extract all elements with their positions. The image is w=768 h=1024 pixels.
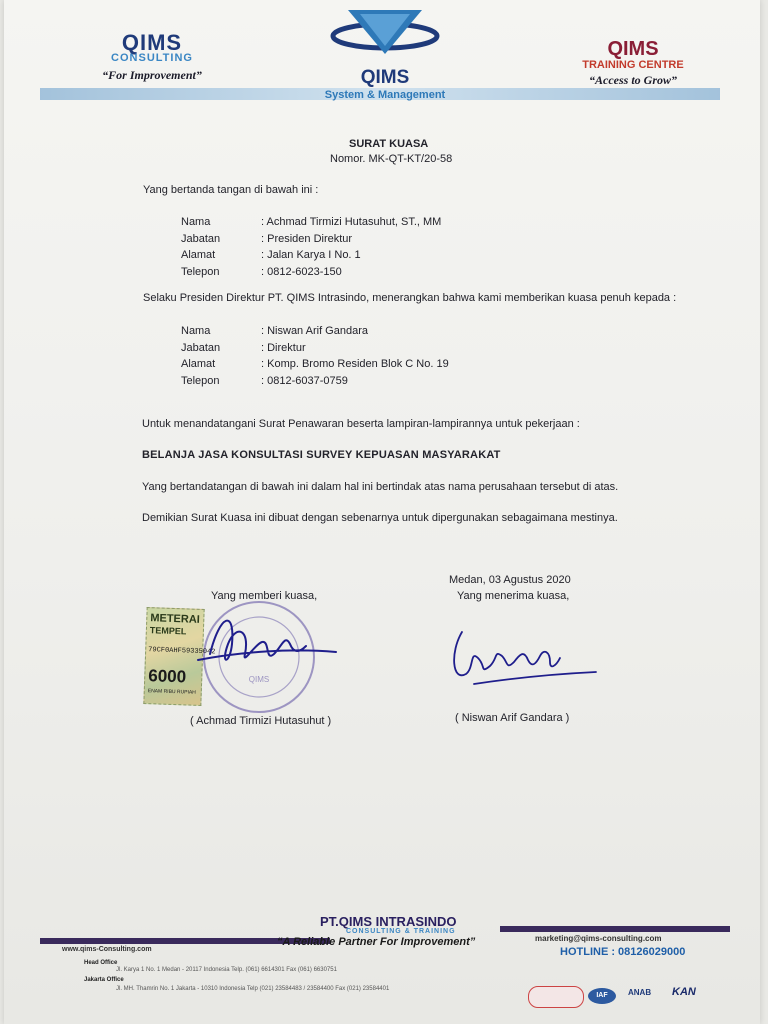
- stamp-line2: TEMPEL: [149, 625, 187, 637]
- letter-number: Nomor. MK-QT-KT/20-58: [330, 153, 453, 165]
- seal-text: QIMS: [248, 675, 270, 684]
- left-logo-tagline: “For Improvement”: [102, 68, 202, 82]
- grantee-name-value: : Niswan Arif Gandara: [261, 325, 368, 337]
- qims-training-logo: [568, 38, 698, 88]
- center-logo-brand: QIMS: [360, 67, 410, 88]
- center-logo-sub: System & Management: [324, 89, 446, 101]
- grantee-address-label: Alamat: [181, 358, 216, 370]
- footer-email: marketing@qims-consulting.com: [535, 934, 662, 943]
- giver-name: ( Achmad Tirmizi Hutasuhut ): [190, 715, 332, 727]
- grantee-position-value: : Direktur: [261, 341, 306, 354]
- left-logo-brand: QIMS: [121, 30, 183, 55]
- stamp-amount: 6000: [147, 666, 187, 687]
- right-logo-tagline: “Access to Grow”: [589, 73, 677, 87]
- right-logo-brand: QIMS: [607, 38, 659, 60]
- footer-website: www.qims-Consulting.com: [62, 946, 152, 953]
- grantor-position-value: : Presiden Direktur: [261, 232, 353, 245]
- footer-slogan: “A Reliable Partner For Improvement”: [277, 936, 476, 948]
- purpose-text: Untuk menandatangani Surat Penawaran beserta lampiran-lampirannya untuk pekerjaan :: [142, 418, 580, 430]
- footer-company-sub: CONSULTING & TRAINING: [346, 928, 456, 935]
- left-logo-sub: CONSULTING: [111, 52, 193, 64]
- grantee-phone-value: : 0812-6037-0759: [261, 374, 348, 387]
- qims-consulting-logo: [92, 30, 212, 83]
- stamp-caption: ENAM RIBU RUPIAH: [147, 688, 196, 696]
- anab-badge-icon: ANAB: [628, 988, 652, 997]
- footer-bar-right: [500, 926, 730, 932]
- grantee-name-label: Nama: [181, 325, 211, 337]
- statement-text: Selaku Presiden Direktur PT. QIMS Intrasindo, menerangkan bahwa kami memberikan kuasa penuh kepada :: [143, 292, 677, 304]
- grantee-details: [181, 323, 449, 389]
- iaf-badge-icon: IAF: [588, 988, 616, 1004]
- closing-text: Demikian Surat Kuasa ini dibuat dengan sebenarnya untuk dipergunakan sebagaimana mestinya.: [142, 512, 618, 524]
- footer-hotline: HOTLINE : 08126029000: [560, 946, 686, 958]
- letter-title: SURAT KUASA: [349, 138, 429, 150]
- jakarta-office-address: Jl. MH. Thamrin No. 1 Jakarta - 10310 Indonesia Telp (021) 23584483 / 23584400 Fax (021) 23584401: [116, 986, 390, 992]
- grantee-position-label: Jabatan: [181, 341, 221, 354]
- triangle-logo-icon: [320, 6, 450, 58]
- right-logo-sub: TRAINING CENTRE: [582, 59, 684, 71]
- head-office-address: Jl. Karya 1 No. 1 Medan - 20117 Indonesia Telp. (061) 6614301 Fax (061) 6630751: [116, 967, 337, 973]
- grantor-position-label: Jabatan: [181, 232, 221, 245]
- responsibility-text: Yang bertandatangan di bawah ini dalam hal ini bertindak atas nama perusahaan tersebut di atas.: [142, 481, 619, 493]
- grantor-address-label: Alamat: [181, 249, 216, 261]
- giver-signature: [190, 604, 340, 689]
- receiver-signature: [444, 622, 604, 697]
- grantor-phone-value: : 0812-6023-150: [261, 265, 342, 278]
- receiver-label: Yang menerima kuasa,: [457, 590, 570, 602]
- project-title: BELANJA JASA KONSULTASI SURVEY KEPUASAN MASYARAKAT: [142, 449, 501, 461]
- grantor-address-value: : Jalan Karya I No. 1: [261, 249, 361, 261]
- stamp-serial: 79CF0AHF59335042: [148, 646, 216, 657]
- intro-text: Yang bertanda tangan di bawah ini :: [143, 184, 319, 196]
- grantee-phone-label: Telepon: [181, 374, 220, 387]
- footer-company: PT.QIMS INTRASINDO: [320, 914, 457, 929]
- qims-system-logo: [320, 6, 450, 101]
- grantor-phone-label: Telepon: [181, 265, 220, 278]
- grantor-details: [181, 214, 441, 280]
- grantor-name-value: : Achmad Tirmizi Hutasuhut, ST., MM: [261, 216, 442, 228]
- head-office-label: Head Office: [84, 960, 118, 966]
- grantor-name-label: Nama: [181, 216, 211, 228]
- grantee-address-value: : Komp. Bromo Residen Blok C No. 19: [261, 358, 449, 370]
- certification-badge-icon: [528, 986, 584, 1008]
- kan-badge-icon: KAN: [672, 986, 696, 998]
- stamp-line1: METERAI: [150, 612, 201, 626]
- receiver-name: ( Niswan Arif Gandara ): [455, 712, 570, 724]
- giver-label: Yang memberi kuasa,: [211, 590, 318, 602]
- place-date: Medan, 03 Agustus 2020: [449, 574, 571, 586]
- jakarta-office-label: Jakarta Office: [84, 977, 124, 983]
